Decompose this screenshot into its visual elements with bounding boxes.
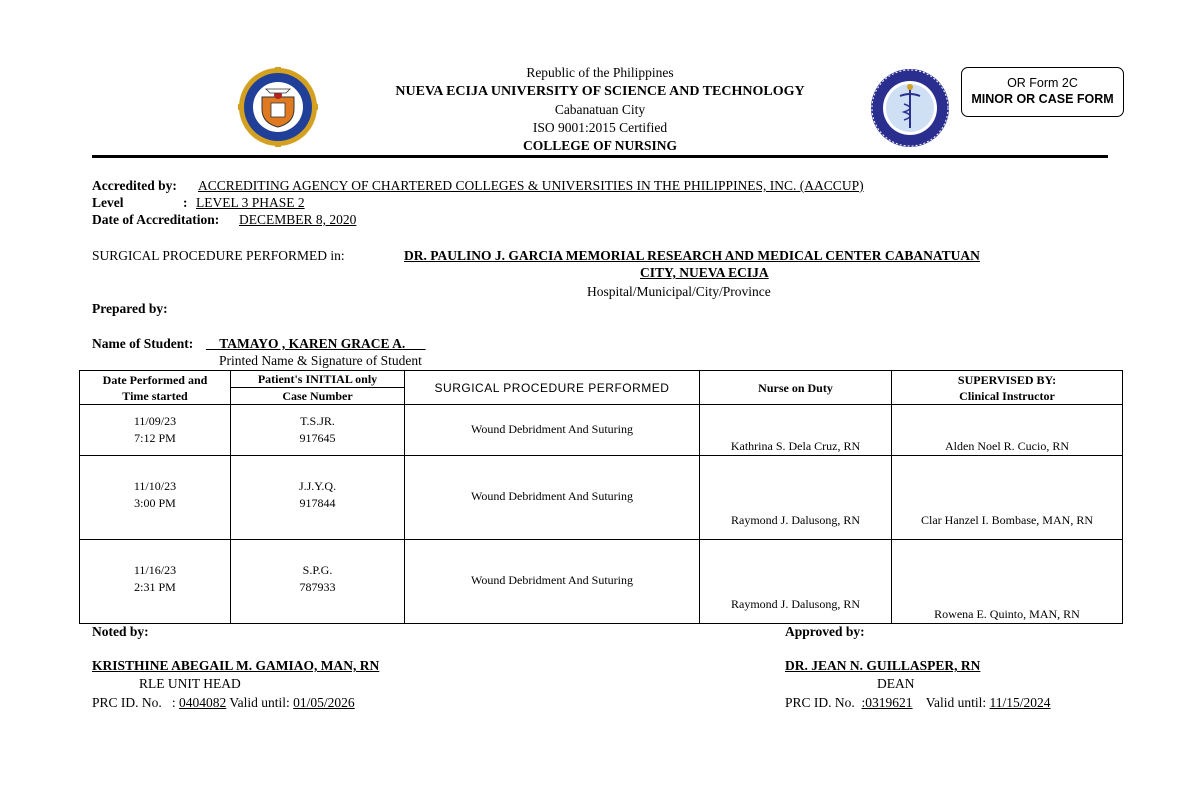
procedure-cell: Wound Debridment And Suturing	[405, 456, 700, 540]
accreditation-date-label: Date of Accreditation:	[92, 212, 220, 227]
hospital-name-line1: DR. PAULINO J. GARCIA MEMORIAL RESEARCH AND MEDICAL CENTER CABANATUAN	[404, 248, 980, 263]
prepared-by-label: Prepared by:	[92, 301, 168, 316]
header-supervised-by: SUPERVISED BY: Clinical Instructor	[892, 371, 1123, 405]
initial-case-cell: S.P.G. 787933	[231, 540, 405, 624]
noted-by-label: Noted by:	[92, 624, 149, 639]
date-time-cell: 11/10/23 3:00 PM	[80, 456, 231, 540]
initial-case-cell: T.S.JR. 917645	[231, 405, 405, 456]
noted-prc-id: 0404082	[179, 695, 227, 710]
student-name: _ TAMAYO , KAREN GRACE A._ _	[206, 336, 426, 351]
accredited-by-label: Accredited by:	[92, 178, 177, 193]
level-label: Level	[92, 195, 124, 210]
nurse-cell: Raymond J. Dalusong, RN	[700, 456, 892, 540]
approved-by-label: Approved by:	[785, 624, 865, 639]
header-city: Cabanatuan City	[554, 102, 646, 117]
header-procedure: SURGICAL PROCEDURE PERFORMED	[405, 371, 700, 405]
noted-by-prc: PRC ID. No. : 0404082 Valid until: 01/05/2026	[92, 695, 355, 710]
approved-by-name: DR. JEAN N. GUILLASPER, RN	[785, 658, 981, 673]
nurse-cell: Kathrina S. Dela Cruz, RN	[700, 405, 892, 456]
table-row	[80, 456, 1123, 540]
header-date-time: Date Performed and Time started	[80, 371, 231, 405]
hospital-name-line2: CITY, NUEVA ECIJA	[640, 265, 769, 280]
approved-by-prc: PRC ID. No. :0319621 Valid until: 11/15/2024	[785, 695, 1051, 710]
hospital-caption: Hospital/Municipal/City/Province	[587, 284, 771, 299]
table-row	[80, 405, 1123, 456]
student-name-caption: Printed Name & Signature of Student	[219, 353, 422, 368]
supervisor-cell: Clar Hanzel I. Bombase, MAN, RN	[892, 456, 1123, 540]
form-code: OR Form 2C	[1007, 76, 1078, 90]
procedure-cell: Wound Debridment And Suturing	[405, 405, 700, 456]
noted-by-title: RLE UNIT HEAD	[139, 676, 241, 691]
approved-valid-date: 11/15/2024	[989, 695, 1051, 710]
level-colon: :	[183, 195, 188, 210]
table-row	[80, 540, 1123, 624]
date-time-cell: 11/09/23 7:12 PM	[80, 405, 231, 456]
date-time-cell: 11/16/23 2:31 PM	[80, 540, 231, 624]
procedure-cell: Wound Debridment And Suturing	[405, 540, 700, 624]
header-republic: Republic of the Philippines	[526, 65, 674, 80]
form-identifier-box	[961, 67, 1124, 117]
header-patient-initial: Patient's INITIAL only	[231, 371, 405, 388]
level-value: LEVEL 3 PHASE 2	[196, 195, 305, 210]
procedures-table	[79, 370, 1123, 624]
accredited-by-value: ACCREDITING AGENCY OF CHARTERED COLLEGES & UNIVERSITIES IN THE PHILIPPINES, INC. (AACCUP)	[198, 178, 864, 193]
noted-by-name: KRISTHINE ABEGAIL M. GAMIAO, MAN, RN	[92, 658, 380, 673]
supervisor-cell: Alden Noel R. Cucio, RN	[892, 405, 1123, 456]
nurse-cell: Raymond J. Dalusong, RN	[700, 540, 892, 624]
header-divider	[92, 155, 1108, 158]
noted-valid-date: 01/05/2026	[293, 695, 355, 710]
procedure-location-label: SURGICAL PROCEDURE PERFORMED in:	[92, 248, 345, 263]
header-case-number: Case Number	[231, 388, 405, 405]
header-iso: ISO 9001:2015 Certified	[532, 120, 668, 135]
supervisor-cell: Rowena E. Quinto, MAN, RN	[892, 540, 1123, 624]
header-university: NUEVA ECIJA UNIVERSITY OF SCIENCE AND TECHNOLOGY	[395, 84, 805, 99]
header-college: COLLEGE OF NURSING	[522, 138, 678, 153]
approved-by-title: DEAN	[877, 676, 915, 691]
initial-case-cell: J.J.Y.Q. 917844	[231, 456, 405, 540]
header-nurse: Nurse on Duty	[700, 371, 892, 405]
form-type: MINOR OR CASE FORM	[971, 92, 1114, 106]
approved-prc-id: :0319621	[861, 695, 913, 710]
accreditation-date-value: DECEMBER 8, 2020	[239, 212, 357, 227]
table-header-row	[80, 371, 1123, 388]
student-name-label: Name of Student:	[92, 336, 194, 351]
